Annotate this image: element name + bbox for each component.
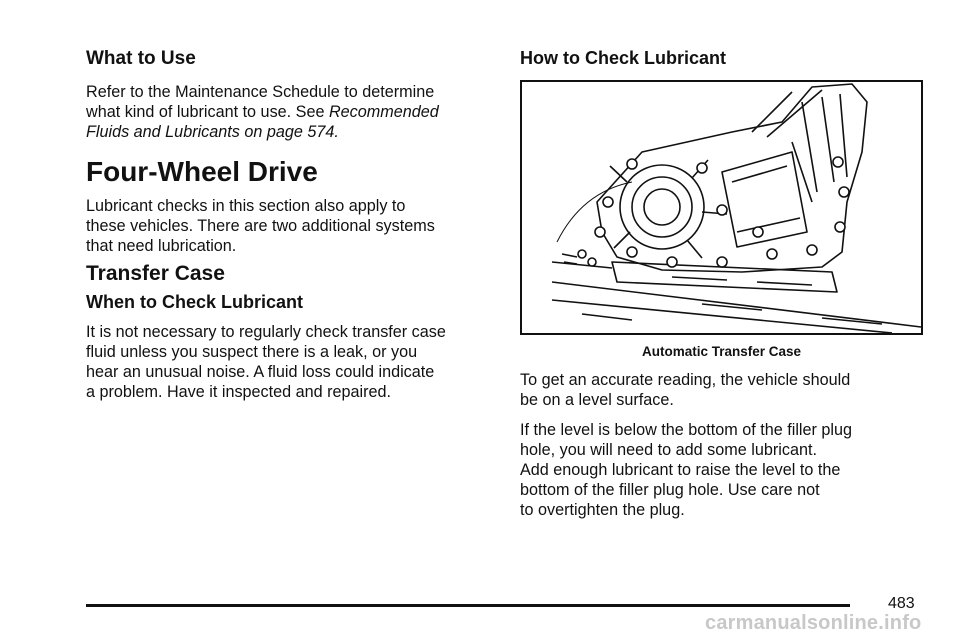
- transfer-case-illustration: [520, 80, 923, 335]
- transfer-case-drawing: [522, 82, 921, 333]
- what-to-use-heading: What to Use: [86, 48, 196, 69]
- four-wheel-drive-heading: Four-Wheel Drive: [86, 156, 318, 187]
- what-to-use-text: [86, 82, 439, 142]
- how-to-check-heading: How to Check Lubricant: [520, 48, 727, 68]
- when-to-check-heading: When to Check Lubricant: [86, 292, 304, 312]
- watermark: carmanualsonline.info: [705, 612, 922, 634]
- four-wheel-drive-text: Lubricant checks in this section also apply to these vehicles. There are two additional systems that need lubrication.: [86, 197, 435, 255]
- figure-caption: Automatic Transfer Case: [641, 344, 802, 359]
- footer-rule: [86, 604, 850, 607]
- transfer-case-heading: Transfer Case: [86, 262, 225, 285]
- when-to-check-text: It is not necessary to regularly check transfer case fluid unless you suspect there is a leak, or you hear an unusual noise. A fluid loss could indicate a problem. Have it inspected and repaired.: [86, 323, 446, 401]
- filler-plug-text: If the level is below the bottom of the filler plug hole, you will need to add some lubricant. Add enough lubricant to raise the level to the bottom of the filler plug hole. Use care not to overtighten the plug.: [520, 421, 853, 519]
- what-to-use-body: Refer to the Maintenance Schedule to determine what kind of lubricant to use. See: [86, 83, 435, 121]
- page-number: 483: [888, 595, 915, 612]
- recommended-fluids-reference: Recommended Fluids and Lubricants on page 574.: [86, 103, 439, 141]
- level-surface-text: To get an accurate reading, the vehicle should be on a level surface.: [520, 371, 851, 409]
